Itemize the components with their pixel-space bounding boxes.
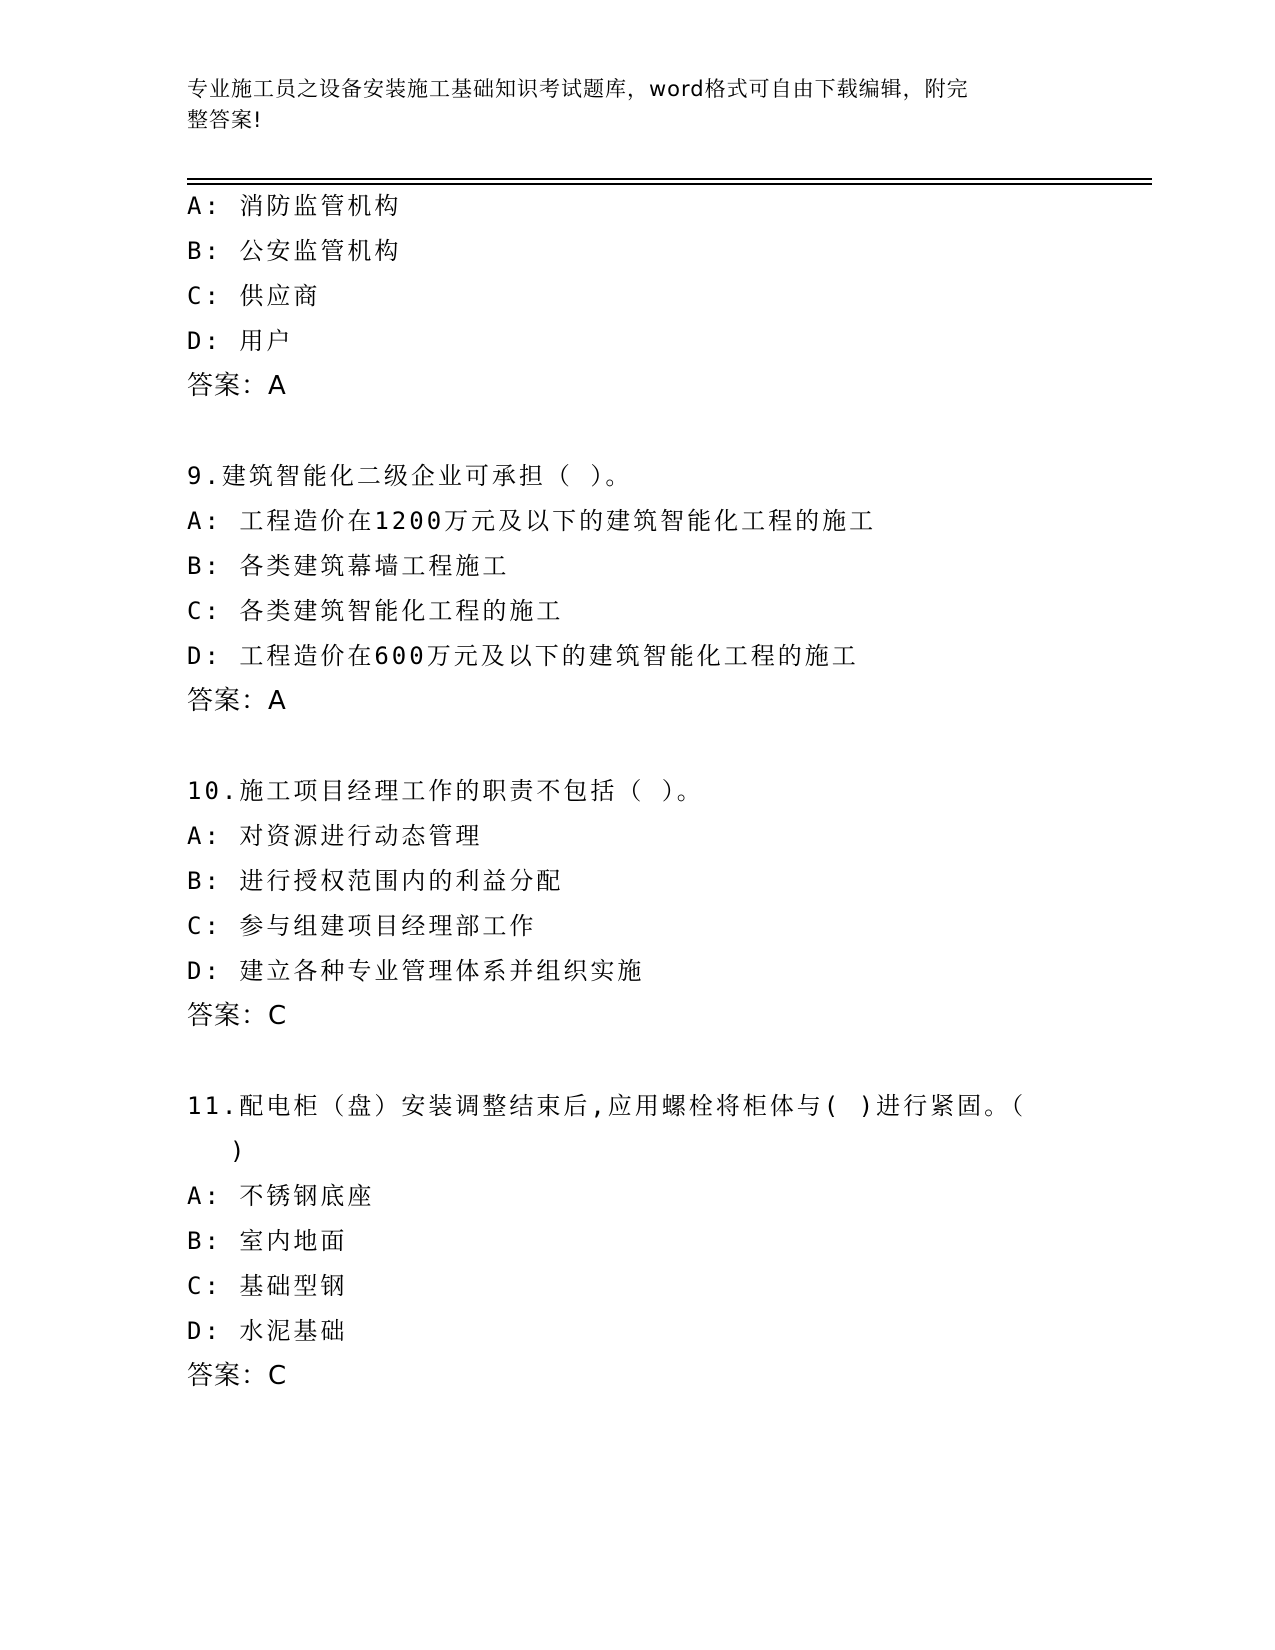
q11-option-c: C: 基础型钢 — [187, 1272, 348, 1300]
q10-option-d: D: 建立各种专业管理体系并组织实施 — [187, 957, 645, 985]
q11-option-d: D: 水泥基础 — [187, 1317, 348, 1345]
q11-stem-continuation: ) — [230, 1137, 248, 1165]
q8-option-b: B: 公安监管机构 — [187, 237, 402, 265]
q9-option-b: B: 各类建筑幕墙工程施工 — [187, 552, 510, 580]
q10-stem: 10.施工项目经理工作的职责不包括（ ）。 — [187, 777, 704, 805]
q8-option-c: C: 供应商 — [187, 282, 321, 310]
header-divider-bottom — [187, 183, 1152, 185]
header-line-2: 整答案! — [187, 108, 263, 132]
q9-stem: 9.建筑智能化二级企业可承担（ ）。 — [187, 462, 633, 490]
q9-option-c: C: 各类建筑智能化工程的施工 — [187, 597, 564, 625]
q11-stem: 11.配电柜（盘）安装调整结束后,应用螺栓将柜体与( )进行紧固。（ — [187, 1092, 1027, 1120]
q9-answer: 答案：A — [187, 686, 287, 716]
q8-answer: 答案：A — [187, 371, 287, 401]
q8-option-a: A: 消防监管机构 — [187, 192, 402, 220]
q11-option-a: A: 不锈钢底座 — [187, 1182, 375, 1210]
q10-answer: 答案：C — [187, 1001, 288, 1031]
q9-option-d: D: 工程造价在600万元及以下的建筑智能化工程的施工 — [187, 642, 859, 670]
q11-answer: 答案：C — [187, 1361, 288, 1391]
q9-option-a: A: 工程造价在1200万元及以下的建筑智能化工程的施工 — [187, 507, 877, 535]
header-divider-top — [187, 178, 1152, 180]
q10-option-a: A: 对资源进行动态管理 — [187, 822, 483, 850]
q11-option-b: B: 室内地面 — [187, 1227, 348, 1255]
document-header — [187, 74, 1067, 136]
q10-option-b: B: 进行授权范围内的利益分配 — [187, 867, 564, 895]
q8-option-d: D: 用户 — [187, 327, 294, 355]
q10-option-c: C: 参与组建项目经理部工作 — [187, 912, 537, 940]
header-line-1: 专业施工员之设备安装施工基础知识考试题库，word格式可自由下载编辑，附完 — [187, 77, 969, 101]
